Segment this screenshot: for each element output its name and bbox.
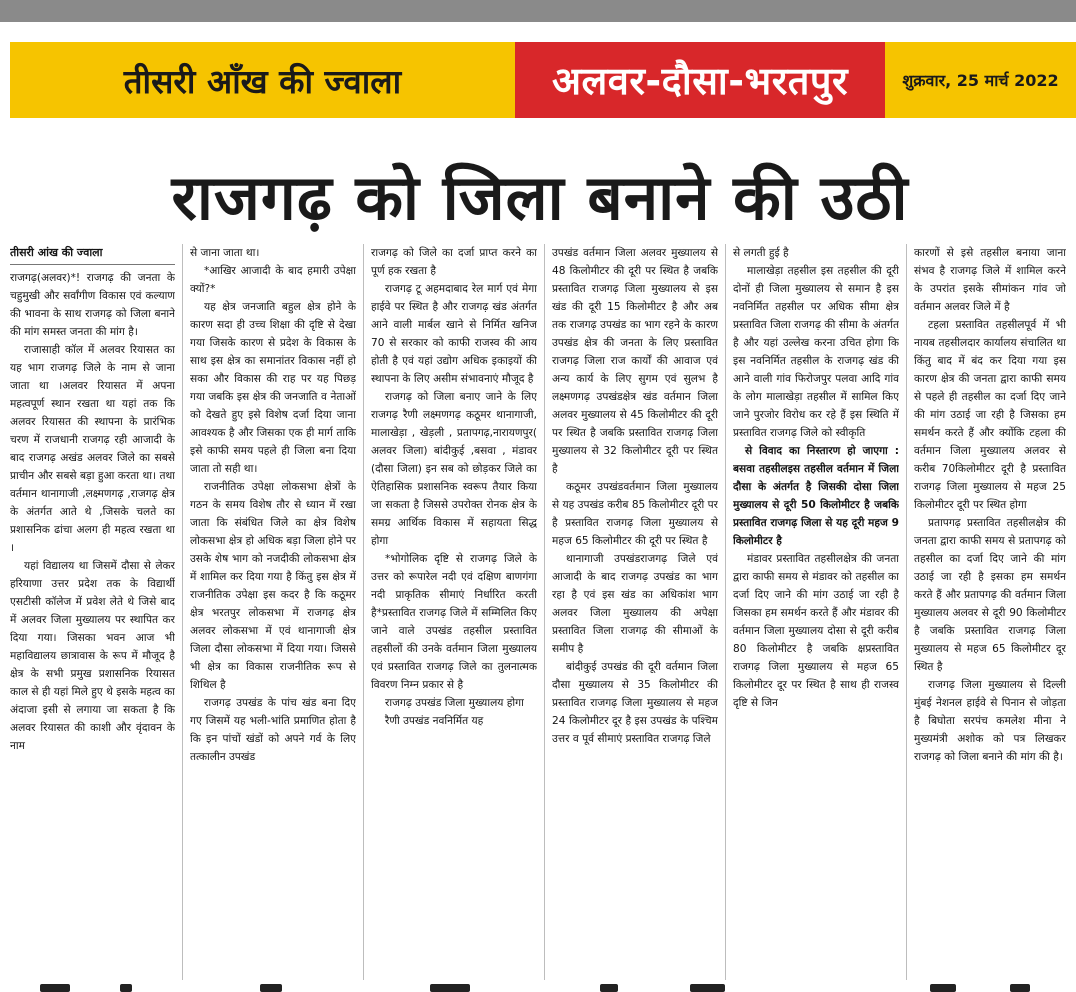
paragraph: थानागाजी उपखंडराजगढ़ जिले एवं आजादी के बाद राजगढ़ उपखंड का भाग रहा है एवं इस खंड का अधिकांश भाग अलवर जिला मुख्यालय की अपेक्षा प्रस्तावित जिला राजगढ़ की सीमाओं के समीप है (552, 553, 718, 655)
paragraph: राजगढ़ उपखंड के पांच खंड बना दिए गए जिसमें यह भली-भांति प्रमाणित होता है कि इन पांचों खंडों को अपने गर्व के लिए तत्कालीन उपखंड (190, 697, 356, 763)
article-headline: राजगढ़ को जिला बनाने की उठी (171, 161, 909, 234)
article-body (10, 244, 1066, 980)
column-divider (544, 244, 545, 980)
paragraph: से जाना जाता था। (190, 247, 260, 259)
paragraph: राजगढ़ को जिले का दर्जा प्राप्त करने का पूर्ण हक रखता है (371, 247, 537, 277)
paragraph: राजगढ़ उपखंड जिला मुख्यालय होगा (385, 697, 524, 709)
column-divider (725, 244, 726, 980)
paragraph: राजगढ़ टू अहमदाबाद रेल मार्ग एवं मेगा हाईवे पर स्थित है और राजगढ़ खंड अंतर्गत आने वाली मार्बल खाने से निर्मित खनिज 70 से सरकार को काफी राजस्व की आय होती है एवं यहां उद्योग अधिक इकाइयों की स्थापना के लिए असीम संभावनाएं मौजूद है (371, 283, 537, 385)
paragraph: यह क्षेत्र जनजाति बहुल क्षेत्र होने के कारण सदा ही उच्च शिक्षा की दृष्टि से देखा गया जिसके कारण से प्रदेश के विकास के साथ इस क्षेत्र का समानांतर विकास नहीं हो सका और विकास की राह पर यह पिछड़ गया जबकि इस क्षेत्र की जनजाति व नेताओं को देखते हुए इसे विशेष दर्जा दिया जाना आवश्यक है और जिसका एक ही मार्ग ताकि इसे काफी समय पहले ही जिला बना दिया जाता तो सही था। (190, 301, 356, 475)
issue-date: शुक्रवार, 25 मार्च 2022 (902, 71, 1059, 90)
paragraph: राजगढ़(अलवर)*! राजगढ़ की जनता के चहुमुखी और सर्वांगीण विकास एवं कल्याण की भावना के साथ राजगढ़ को जिला बनाने की मांग समस्त जनता की मांग है। (10, 272, 175, 338)
paragraph: कठूमर उपखंडवर्तमान जिला मुख्यालय से यह उपखंड करीब 85 किलोमीटर दूरी पर है प्रस्तावित राजगढ़ जिला मुख्यालय से महज 65 किलोमीटर की दूरी पर स्थित है (552, 481, 718, 547)
edition-title: अलवर-दौसा-भरतपुर (515, 42, 885, 118)
paragraph: राजासाही कॉल में अलवर रियासत का यह भाग राजगढ़ जिले के नाम से जाना जाता था ।अलवर रियासत में अपना महत्वपूर्ण स्थान रखता था यहां तक कि अलवर रियासत की स्थापना के प्रारंभिक चरण में राजधानी राजगढ़ रही आजादी के बाद राजगढ़ अखंड अलवर जिले का सबसे प्राचीन और सबसे बड़ा हुआ करता था। तथा वर्तमान थानागाजी ,लक्ष्मणगढ़ ,राजगढ़ क्षेत्र के अंतर्गत आते थे ,जिसके चलते का प्रशासनिक ढांचा अलग ही महत्व रखता था । (10, 344, 175, 554)
column-3 (371, 244, 537, 980)
paragraph: मालाखेड़ा तहसील इस तहसील की दूरी दोनों ही जिला मुख्यालय से समान है इस नवनिर्मित तहसील पर अधिक सीमा क्षेत्र प्रस्तावित जिला राजगढ़ की सीमा के अंतर्गत है और यहां उल्लेख करना उचित होगा कि इस नवनिर्मित तहसील के राजगढ़ खंड की आने वाली गांव फिरोजपुर पलवा आदि गांव के लोग मालाखेड़ा तहसील में सामिल किए जाने पुरजोर विरोध कर रहे हैं इस स्थिति में प्रस्तावित राजगढ़ जिले को स्वीकृति (733, 265, 899, 439)
paragraph: टहला प्रस्तावित तहसीलपूर्व में भी नायब तहसीलदार कार्यालय संचालित था किंतु बाद में बंद कर दिया गया इस कारण क्षेत्र की जनता द्वारा काफी समय से पहले ही तहसील का दर्जा दिए जाने की मांग उठाई जा रही है जिसका हम समर्थन करते हैं और क्योंकि टहला की वर्तमान जिला मुख्यालय अलवर से करीब 70किलोमीटर दूरी है प्रस्तावित राजगढ़ जिला मुख्यालय से महज 25 किलोमीटर दूरी पर स्थित होगा (914, 319, 1066, 511)
column-6 (914, 244, 1066, 980)
column-5 (733, 244, 899, 980)
column-divider (363, 244, 364, 980)
column-divider (906, 244, 907, 980)
paragraph: राजनीतिक उपेक्षा लोकसभा क्षेत्रों के गठन के समय विशेष तौर से ध्यान में रखा जाता कि संबंधित जिले का क्षेत्र विशेष लोकसभा क्षेत्र हो अधिक बड़ा जिला होने पर उसके शेष भाग को नजदीकी लोकसभा क्षेत्र में शामिल कर दिया गया है किंतु इस क्षेत्र में राजनीतिक उपेक्षा इस कदर है कि कठूमर क्षेत्र भरतपुर लोकसभा में राजगढ़ क्षेत्र अलवर लोकसभा में एवं थानागाजी क्षेत्र जिला दौसा लोकसभा में दिया गया। जिससे भी क्षेत्र का विकास राजनीतिक रूप से शिथिल है (190, 481, 356, 691)
paragraph: से लगती हुई है (733, 247, 789, 259)
column-4 (552, 244, 718, 980)
next-article-cutoff (0, 980, 1076, 992)
paragraph: प्रतापगढ़ प्रस्तावित तहसीलक्षेत्र की जनता द्वारा काफी समय से प्रतापगढ़ को तहसील का दर्जा दिए जाने की मांग उठाई जा रही है इसका हम समर्थन करते हैं और प्रतापगढ़ की वर्तमान जिला मुख्यालय अलवर से दूरी 90 किलोमीटर है जबकि प्रस्तावित राजगढ़ जिला मुख्यालय से महज 65 किलोमीटर दूर स्थित है (914, 517, 1066, 673)
paragraph: राजगढ़ को जिला बनाए जाने के लिए राजगढ़ रैणी लक्ष्मणगढ़ कठूमर थानागाजी, मालाखेड़ा , खेड़ली , प्रतापगढ़,नारायणपुर( अलवर जिला) बांदीकुई ,बसवा , मंडावर (दौसा जिला) इन सब को छोड़कर जिले का ऐतिहासिक प्रशासनिक स्वरूप तैयार किया जा सकता है जिससे उपरोक्त रोनक क्षेत्र के समग्र आर्थिक विकास में सहायता सिद्ध होगा (371, 391, 537, 547)
newspaper-name: तीसरी आँख की ज्वाला (123, 61, 402, 101)
top-bar (0, 0, 1076, 22)
paragraph: यहां विद्यालय था जिसमें दौसा से लेकर हरियाणा उत्तर प्रदेश तक के विद्यार्थी एसटीसी कॉलेज में प्रवेश लेते थे जिसे बाद में अलवर जिला मुख्यालय पर स्थापित कर दिया गया। जिसका भवन आज भी महाविद्यालय छात्रावास के रूप में मौजूद है क्षेत्र के सभी प्रमुख प्रशासनिक रियासत काल से ही यहां मिले हुए थे इसके महत्व का अंदाजा इसी से लगाया जा सकता है कि अलवर रियासत की काशी और वृंदावन के नाम (10, 560, 175, 752)
paragraph: मंडावर प्रस्तावित तहसीलक्षेत्र की जनता द्वारा काफी समय से मंडावर को तहसील का दर्जा दिए जाने की मांग उठाई जा रही है जिसका हम समर्थन करते हैं और मंडावर की वर्तमान जिला मुख्यालय दोसा से दूरी करीब 80 किलोमीटर है जबकि क्षप्रस्तावित राजगढ़ जिला मुख्यालय से महज 65 किलोमीटर दूर पर स्थित है साथ ही राजस्व दृष्टि से जिन (733, 553, 899, 709)
column-1 (10, 244, 175, 980)
column-2 (190, 244, 356, 980)
paragraph: उपखंड वर्तमान जिला अलवर मुख्यालय से 48 किलोमीटर की दूरी पर स्थित है जबकि प्रस्तावित राजगढ़ जिला मुख्यालय से इस खंड की दूरी 15 किलोमीटर है और अब तक राजगढ़ उपखंड का भाग रहने के कारण उपखंड क्षेत्र की जनता के लिए प्रस्तावित राजगढ़ जिला राज कार्यों की आवाज एवं अन्य कार्य के लिए सुगम एवं सुलभ है लक्ष्मणगढ़ उपखंडक्षेत्र खंड वर्तमान जिला अलवर मुख्यालय से 45 किलोमीटर की दूरी पर स्थित है जबकि प्रस्तावित राजगढ़ जिला मुख्यालय से 32 किलोमीटर दूरी पर स्थित है (552, 247, 718, 475)
paragraph: रैणी उपखंड नवनिर्मित यह (385, 715, 484, 727)
column-divider (182, 244, 183, 980)
paragraph: बांदीकुई उपखंड की दूरी वर्तमान जिला दौसा मुख्यालय से 35 किलोमीटर की प्रस्तावित राजगढ़ जिला मुख्यालय से महज 24 किलोमीटर दूर है इस उपखंड के पश्चिम उत्तर व पूर्व सीमाएं प्रस्तावित राजगढ़ जिले (552, 661, 718, 745)
paragraph: कारणों से इसे तहसील बनाया जाना संभव है राजगढ़ जिले में शामिल करने के उपरांत इसके सीमांकन गांव जो वर्तमान अलवर जिले में है (914, 247, 1066, 313)
byline: तीसरी आंख की ज्वाला (10, 244, 175, 265)
paragraph: *आखिर आजादी के बाद हमारी उपेक्षा क्यों?* (190, 265, 356, 295)
paragraph: से विवाद का निस्तारण हो जाएगा : बसवा तहसीलइस तहसील वर्तमान में जिला दौसा के अंतर्गत है जिसकी दोसा जिला मुख्यालय से दूरी 50 किलोमीटर है जबकि प्रस्तावित राजगढ़ जिला से यह दूरी महज 9 किलोमीटर है (733, 445, 899, 547)
paragraph: *भोगोलिक दृष्टि से राजगढ़ जिले के उत्तर को रूपारेल नदी एवं दक्षिण बाणगंगा नदी प्राकृतिक सीमाएं निर्धारित करती है*प्रस्तावित राजगढ़ जिले में सम्मिलित किए जाने वाले उपखंड तहसील प्रस्तावित तहसीलों की उनके वर्तमान जिला मुख्यालय एवं प्रस्तावित राजगढ़ जिले का तुलनात्मक विवरण निम्न प्रकार से है (371, 553, 537, 691)
paragraph: राजगढ़ जिला मुख्यालय से दिल्ली मुंबई नेशनल हाईवे से पिनान से जोड़ता है बिघोता सरपंच कमलेश मीना ने मुख्यमंत्री अशोक को पत्र लिखकर राजगढ़ को जिला बनाने की मांग की है। (914, 679, 1066, 763)
masthead (10, 42, 1076, 118)
